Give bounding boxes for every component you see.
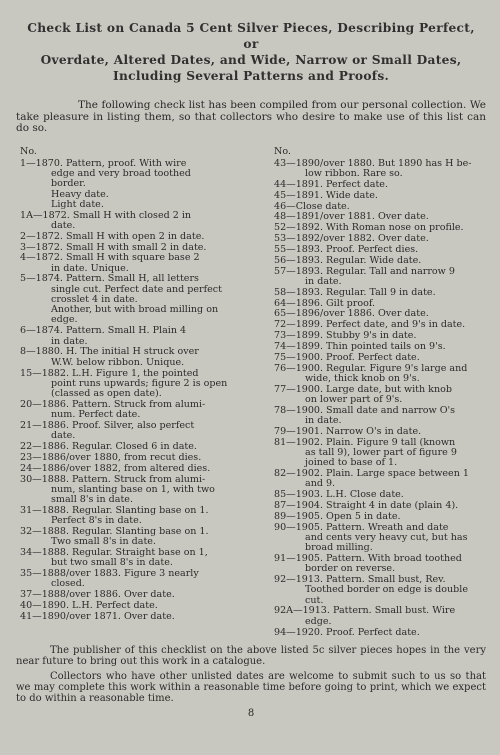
title-line-2: Overdate, Altered Dates, and Wide, Narrow or Small Dates,	[40, 53, 462, 67]
entry-line: 78—1900. Small date and narrow O's	[274, 404, 456, 416]
entry-line: 90—1905. Pattern. Wreath and date	[274, 521, 449, 533]
entry-continuation-line: W.W. below ribbon. Unique.	[51, 356, 185, 368]
entry-line: 24—1886/over 1882, from altered dies.	[20, 462, 211, 474]
checklist-entry	[274, 342, 486, 352]
checklist-entry	[274, 191, 486, 201]
entry-line: 91—1905. Pattern. With broad toothed	[274, 553, 462, 565]
entry-continuation-line: in date.	[305, 415, 342, 427]
checklist-entry	[20, 506, 260, 527]
entry-line: 79—1901. Narrow O's in date.	[274, 425, 422, 437]
entry-line: 2—1872. Small H with open 2 in date.	[20, 230, 205, 242]
entry-line: 52—1892. With Roman nose on profile.	[274, 222, 464, 234]
checklist-entry	[20, 211, 260, 232]
entry-line: 1A—1872. Small H with closed 2 in	[20, 209, 192, 221]
entry-continuation-line: Heavy date.	[51, 188, 109, 200]
checklist-entry	[274, 501, 486, 511]
entry-continuation-line: and 9.	[305, 478, 336, 490]
entry-continuation-line: wide, thick knob on 9's.	[305, 372, 420, 384]
entry-line: 6—1874. Pattern. Small H. Plain 4	[20, 325, 187, 337]
checklist-entry	[20, 569, 260, 590]
entry-line: 3—1872. Small H with small 2 in date.	[20, 241, 207, 253]
entry-continuation-line: cut.	[305, 594, 324, 606]
checklist-entry	[274, 245, 486, 255]
entry-line: 45—1891. Wide date.	[274, 189, 378, 201]
right-column	[260, 147, 486, 639]
checklist-entry	[274, 288, 486, 298]
checklist-entry	[274, 267, 486, 288]
entry-line: 57—1893. Regular. Tall and narrow 9	[274, 265, 455, 277]
checklist-entry	[274, 385, 486, 406]
checklist-entry	[20, 601, 260, 611]
checklist-entry	[274, 364, 486, 385]
entry-continuation-line: joined to base of 1.	[305, 457, 398, 469]
checklist-entry	[20, 369, 260, 400]
entry-line: 58—1893. Regular. Tall 9 in date.	[274, 286, 436, 298]
entry-continuation-line: num. Perfect date.	[51, 409, 141, 421]
checklist-entry	[20, 527, 260, 548]
entry-line: 75—1900. Proof. Perfect date.	[274, 351, 420, 363]
checklist-entry	[20, 612, 260, 622]
checklist-entry	[274, 320, 486, 330]
checklist-entry	[274, 234, 486, 244]
entry-continuation-line: in date. Unique.	[51, 262, 129, 274]
checklist-entry	[20, 442, 260, 452]
entry-continuation-line: num, slanting base on 1, with two	[51, 483, 215, 495]
entry-line: 74—1899. Thin pointed tails on 9's.	[274, 340, 446, 352]
entry-line: 64—1896. Gilt proof.	[274, 297, 376, 309]
checklist-entry	[20, 159, 260, 210]
entry-line: 55—1893. Proof. Perfect dies.	[274, 243, 419, 255]
entry-line: 65—1896/over 1886. Over date.	[274, 308, 429, 320]
checklist-entry	[274, 427, 486, 437]
entry-line: 34—1888. Regular. Straight base on 1,	[20, 547, 208, 559]
checklist-entry	[20, 421, 260, 442]
entry-continuation-line: Toothed border on edge is double	[305, 584, 468, 596]
checklist-entry	[274, 512, 486, 522]
number-heading-right: No.	[274, 145, 291, 157]
entry-continuation-line: date.	[51, 430, 76, 442]
entry-line: 32—1888. Regular. Slanting base on 1.	[20, 526, 209, 537]
entry-line: 31—1888. Regular. Slanting base on 1.	[20, 504, 209, 516]
entry-line: 22—1886. Regular. Closed 6 in date.	[20, 441, 197, 453]
entry-line: 77—1900. Large date, but with knob	[274, 383, 452, 395]
checklist-entry	[274, 180, 486, 190]
checklist-entry	[274, 575, 486, 606]
checklist-entry	[20, 548, 260, 569]
entry-line: 85—1903. L.H. Close date.	[274, 489, 404, 501]
number-heading-left: No.	[20, 145, 37, 157]
entry-line: 15—1882. L.H. Figure 1, the pointed	[20, 367, 199, 379]
checklist-entry	[274, 353, 486, 363]
collectors-note: Collectors who have other unlisted dates are welcome to submit such to us so that we may complete this work within a reasonable time before going to print, which we expect to do within a reasonable time.	[16, 671, 486, 704]
entry-continuation-line: point runs upwards; figure 2 is open	[51, 377, 228, 389]
checklist-entry	[274, 606, 486, 627]
entry-line: 48—1891/over 1881. Over date.	[274, 211, 429, 223]
checklist-columns	[16, 147, 486, 639]
checklist-entry	[20, 253, 260, 274]
entry-line: 8—1880. H. The initial H struck over	[20, 346, 199, 358]
entry-line: 89—1905. Open 5 in date.	[274, 510, 401, 522]
entry-line: 5—1874. Pattern. Small H, all letters	[20, 273, 199, 285]
checklist-entry	[274, 406, 486, 427]
entry-continuation-line: single cut. Perfect date and perfect	[51, 283, 222, 295]
entry-line: 94—1920. Proof. Perfect date.	[274, 626, 420, 638]
checklist-entry	[274, 299, 486, 309]
right-entry-list	[274, 159, 486, 638]
checklist-entry	[274, 438, 486, 469]
entry-line: 81—1902. Plain. Figure 9 tall (known	[274, 436, 456, 448]
checklist-entry	[20, 453, 260, 463]
page-title	[18, 20, 484, 84]
entry-line: 87—1904. Straight 4 in date (plain 4).	[274, 500, 459, 511]
entry-line: 43—1890/over 1880. But 1890 has H be-	[274, 157, 472, 169]
entry-line: 20—1886. Pattern. Struck from alumi-	[20, 398, 206, 410]
entry-continuation-line: date.	[51, 219, 76, 231]
checklist-entry	[274, 523, 486, 554]
entry-line: 44—1891. Perfect date.	[274, 178, 388, 190]
entry-line: 53—1892/over 1882. Over date.	[274, 233, 429, 245]
entry-line: 72—1899. Perfect date, and 9's in date.	[274, 319, 466, 331]
checklist-entry	[20, 400, 260, 421]
left-entry-list	[20, 159, 260, 622]
entry-continuation-line: crosslet 4 in date.	[51, 293, 138, 305]
entry-continuation-line: and cents very heavy cut, but has	[305, 531, 468, 543]
entry-line: 35—1888/over 1883. Figure 3 nearly	[20, 568, 199, 580]
checklist-entry	[20, 243, 260, 253]
entry-line: 41—1890/over 1871. Over date.	[20, 610, 175, 622]
entry-continuation-line: closed.	[51, 578, 85, 590]
page-number: 8	[247, 708, 255, 720]
entry-line: 82—1902. Plain. Large space between 1	[274, 468, 469, 480]
entry-continuation-line: (classed as open date).	[51, 388, 162, 399]
checklist-entry	[274, 202, 486, 212]
checklist-entry	[274, 256, 486, 266]
checklist-entry	[274, 490, 486, 500]
checklist-entry	[274, 331, 486, 341]
entry-continuation-line: border on reverse.	[305, 563, 396, 575]
entry-line: 40—1890. L.H. Perfect date.	[20, 600, 158, 612]
entry-continuation-line: edge.	[305, 615, 332, 627]
entry-continuation-line: on lower part of 9's.	[305, 393, 403, 405]
entry-line: 1—1870. Pattern, proof. With wire	[20, 157, 187, 169]
entry-continuation-line: edge.	[51, 314, 78, 326]
entry-line: 23—1886/over 1880, from recut dies.	[20, 451, 202, 463]
checklist-entry	[20, 347, 260, 368]
left-column	[16, 147, 260, 639]
checklist-entry	[274, 309, 486, 319]
publisher-note: The publisher of this checklist on the above listed 5c silver pieces hopes in the very near future to bring out this work in a catalogue.	[16, 645, 486, 668]
checklist-entry	[274, 159, 486, 180]
entry-continuation-line: low ribbon. Rare so.	[305, 168, 403, 179]
entry-continuation-line: small 8's in date.	[51, 494, 133, 506]
checklist-entry	[20, 590, 260, 600]
entry-line: 30—1888. Pattern. Struck from alumi-	[20, 473, 206, 485]
checklist-entry	[20, 232, 260, 242]
entry-continuation-line: as tall 9), lower part of figure 9	[305, 446, 457, 458]
entry-continuation-line: in date.	[305, 275, 342, 287]
entry-continuation-line: but two small 8's in date.	[51, 557, 173, 569]
entry-continuation-line: in date.	[51, 335, 88, 347]
entry-continuation-line: Two small 8's in date.	[51, 536, 156, 548]
entry-line: 21—1886. Proof. Silver, also perfect	[20, 419, 195, 431]
entry-continuation-line: Light date.	[51, 198, 104, 210]
title-line-1: Check List on Canada 5 Cent Silver Pieces, Describing Perfect, or	[27, 21, 475, 51]
entry-line: 92—1913. Pattern. Small bust, Rev.	[274, 574, 446, 586]
footer-notes	[16, 646, 486, 704]
checklist-entry	[274, 628, 486, 638]
checklist-entry	[20, 326, 260, 347]
entry-continuation-line: edge and very broad toothed	[51, 168, 191, 179]
title-line-3: Including Several Patterns and Proofs.	[112, 69, 390, 83]
checklist-entry	[274, 469, 486, 490]
entry-line: 46—Close date.	[274, 200, 350, 212]
entry-line: 37—1888/over 1886. Over date.	[20, 589, 175, 601]
entry-line: 92A—1913. Pattern. Small bust. Wire	[274, 605, 456, 617]
entry-line: 73—1899. Stubby 9's in date.	[274, 330, 417, 342]
entry-continuation-line: Perfect 8's in date.	[51, 515, 142, 527]
checklist-entry	[274, 554, 486, 575]
entry-line: 56—1893. Regular. Wide date.	[274, 254, 422, 266]
checklist-entry	[274, 223, 486, 233]
entry-continuation-line: Another, but with broad milling on	[51, 304, 219, 316]
entry-line: 4—1872. Small H with square base 2	[20, 252, 200, 264]
entry-continuation-line: broad milling.	[305, 542, 373, 554]
intro-paragraph: The following check list has been compiled from our personal collection. We take pleasure in listing them, so that collectors who desire to make use of this list can do so.	[16, 99, 486, 134]
checklist-entry	[274, 212, 486, 222]
checklist-entry	[20, 464, 260, 474]
entry-continuation-line: border.	[51, 178, 86, 190]
checklist-entry	[20, 475, 260, 506]
entry-line: 76—1900. Regular. Figure 9's large and	[274, 362, 468, 374]
checklist-entry	[20, 274, 260, 325]
